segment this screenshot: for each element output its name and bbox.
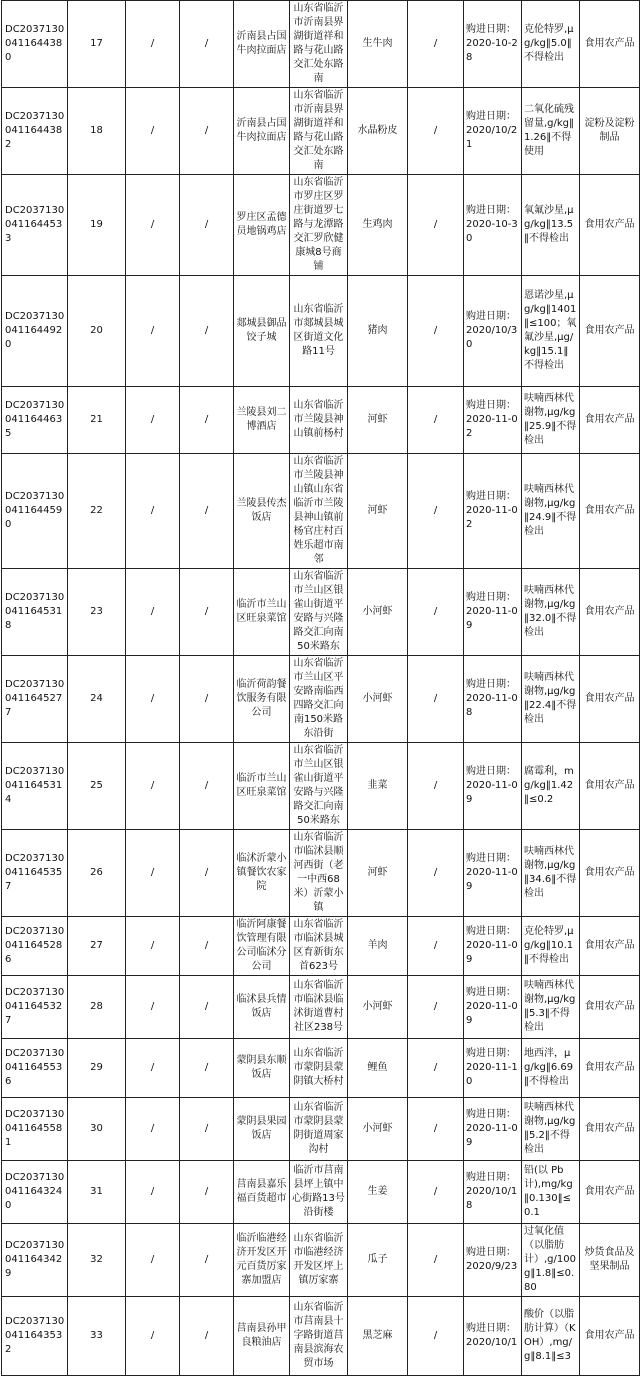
company-name: 临沭县兵情饭店	[234, 976, 290, 1039]
food-category: 炒货食品及坚果制品	[580, 1224, 640, 1297]
results-table	[1, 0, 640, 1376]
row-number: 17	[68, 1, 126, 88]
purchase-date: 购进日期：2020-11-02	[464, 387, 522, 454]
purchase-date: 购进日期：2020-11-09	[464, 976, 522, 1039]
address: 山东省临沂市沂南县界湖街道祥和路与花山路交汇处东路南	[290, 88, 348, 175]
blank-cell: /	[408, 175, 464, 276]
blank-cell: /	[408, 743, 464, 830]
address: 山东省临沂市沂南县界湖街道祥和路与花山路交汇处东路南	[290, 1, 348, 88]
blank-cell: /	[180, 569, 234, 656]
purchase-date: 购进日期：2020-11-09	[464, 1098, 522, 1161]
test-item: 过氧化值（以脂肪计）,g/100g‖1.8‖≤0.80	[522, 1224, 580, 1297]
blank-cell: /	[408, 454, 464, 569]
code-cell: DC20371300411644920	[2, 276, 68, 387]
blank-cell: /	[408, 1098, 464, 1161]
test-item: 呋喃西林代谢物,μg/kg‖5.3‖不得检出	[522, 976, 580, 1039]
blank-cell: /	[180, 175, 234, 276]
test-item: 恩诺沙星,μg/kg‖1401‖≤100；氧氟沙星,μg/kg‖15.1‖不得检出	[522, 276, 580, 387]
test-item: 地西泮，μg/kg‖6.69‖不得检出	[522, 1039, 580, 1098]
purchase-date: 购进日期：2020/10/21	[464, 88, 522, 175]
blank-cell: /	[126, 830, 180, 917]
address: 山东省临沂市兰陵县神山镇山东省临沂市兰陵县神山镇前杨官庄村百姓乐超市南邻	[290, 454, 348, 569]
address: 山东省临沂市临沭县顺河西街（老一中西68米）沂蒙小镇	[290, 830, 348, 917]
product-name: 黑芝麻	[348, 1297, 408, 1376]
food-category: 食用农产品	[580, 656, 640, 743]
blank-cell: /	[126, 175, 180, 276]
row-number: 25	[68, 743, 126, 830]
table-row	[2, 387, 640, 454]
blank-cell: /	[126, 743, 180, 830]
code-cell: DC20371300411645286	[2, 917, 68, 976]
test-item: 二氧化硫残留量,g/kg‖1.26‖不得使用	[522, 88, 580, 175]
blank-cell: /	[126, 1098, 180, 1161]
table-row	[2, 830, 640, 917]
company-name: 临沂市兰山区旺泉菜馆	[234, 743, 290, 830]
purchase-date: 购进日期：2020-11-08	[464, 656, 522, 743]
blank-cell: /	[126, 454, 180, 569]
product-name: 河虾	[348, 387, 408, 454]
blank-cell: /	[180, 1, 234, 88]
code-cell: DC20371300411643240	[2, 1161, 68, 1224]
purchase-date: 购进日期：2020/10/30	[464, 276, 522, 387]
blank-cell: /	[408, 656, 464, 743]
address: 临沂市莒南县坪上镇中心街路13号沿街楼	[290, 1161, 348, 1224]
blank-cell: /	[180, 1224, 234, 1297]
product-name: 河虾	[348, 454, 408, 569]
company-name: 莒南县嘉乐福百货超市	[234, 1161, 290, 1224]
blank-cell: /	[180, 917, 234, 976]
address: 山东省临沂市蒙阴县蒙阴街道周家沟村	[290, 1098, 348, 1161]
product-name: 瓜子	[348, 1224, 408, 1297]
blank-cell: /	[180, 88, 234, 175]
purchase-date: 购进日期：2020-11-02	[464, 454, 522, 569]
address: 山东省临沂市临沭县城区育新街东首623号	[290, 917, 348, 976]
product-name: 生鸡肉	[348, 175, 408, 276]
food-category: 食用农产品	[580, 175, 640, 276]
purchase-date: 购进日期：2020/10/1	[464, 1297, 522, 1376]
company-name: 莒南县孙甲良粮油店	[234, 1297, 290, 1376]
row-number: 24	[68, 656, 126, 743]
blank-cell: /	[180, 1098, 234, 1161]
code-cell: DC20371300411645357	[2, 830, 68, 917]
row-number: 22	[68, 454, 126, 569]
purchase-date: 购进日期：2020-10-28	[464, 1, 522, 88]
blank-cell: /	[408, 276, 464, 387]
code-cell: DC20371300411644590	[2, 454, 68, 569]
company-name: 临沂市兰山区旺泉菜馆	[234, 569, 290, 656]
address: 山东省临沂市蒙阴县蒙阴镇大桥村	[290, 1039, 348, 1098]
test-item: 氧氟沙星,μg/kg‖13.5‖不得检出	[522, 175, 580, 276]
table-row	[2, 976, 640, 1039]
purchase-date: 购进日期：2020/9/23	[464, 1224, 522, 1297]
product-name: 水晶粉皮	[348, 88, 408, 175]
food-category: 淀粉及淀粉制品	[580, 88, 640, 175]
table-row	[2, 454, 640, 569]
product-name: 小河虾	[348, 1098, 408, 1161]
company-name: 蒙阴县东顺饭店	[234, 1039, 290, 1098]
table-row	[2, 1, 640, 88]
food-category: 食用农产品	[580, 387, 640, 454]
blank-cell: /	[180, 454, 234, 569]
table-row	[2, 276, 640, 387]
blank-cell: /	[180, 276, 234, 387]
food-category: 食用农产品	[580, 976, 640, 1039]
code-cell: DC20371300411645536	[2, 1039, 68, 1098]
product-name: 猪肉	[348, 276, 408, 387]
row-number: 21	[68, 387, 126, 454]
company-name: 临沂阿康餐饮管理有限公司临沭分公司	[234, 917, 290, 976]
blank-cell: /	[180, 976, 234, 1039]
purchase-date: 购进日期：2020-10-30	[464, 175, 522, 276]
table-row	[2, 917, 640, 976]
test-item: 酸价（以脂肪计算）（KOH）,mg/g‖8.1‖≤3	[522, 1297, 580, 1376]
address: 山东省临沂市莒南县十字路街道莒南县滨海农贸市场	[290, 1297, 348, 1376]
company-name: 沂南县占国牛肉拉面店	[234, 88, 290, 175]
row-number: 19	[68, 175, 126, 276]
test-item: 呋喃西林代谢物,μg/kg‖5.2‖不得检出	[522, 1098, 580, 1161]
food-category: 食用农产品	[580, 1098, 640, 1161]
company-name: 蒙阴县果园饭店	[234, 1098, 290, 1161]
table-row	[2, 88, 640, 175]
company-name: 罗庄区孟德员地锅鸡店	[234, 175, 290, 276]
code-cell: DC20371300411645581	[2, 1098, 68, 1161]
table-row	[2, 1039, 640, 1098]
blank-cell: /	[126, 1297, 180, 1376]
company-name: 临沂临港经济开发区开元百货厉家寨加盟店	[234, 1224, 290, 1297]
test-item: 铅(以 Pb 计),mg/kg‖0.130‖≤0.1	[522, 1161, 580, 1224]
food-category: 食用农产品	[580, 454, 640, 569]
food-category: 食用农产品	[580, 917, 640, 976]
purchase-date: 购进日期：2020/10/18	[464, 1161, 522, 1224]
code-cell: DC20371300411645277	[2, 656, 68, 743]
row-number: 33	[68, 1297, 126, 1376]
row-number: 18	[68, 88, 126, 175]
purchase-date: 购进日期：2020-11-10	[464, 1039, 522, 1098]
product-name: 韭菜	[348, 743, 408, 830]
row-number: 31	[68, 1161, 126, 1224]
product-name: 小河虾	[348, 569, 408, 656]
code-cell: DC20371300411643429	[2, 1224, 68, 1297]
blank-cell: /	[126, 1, 180, 88]
company-name: 兰陵县刘二博酒店	[234, 387, 290, 454]
table-row	[2, 743, 640, 830]
blank-cell: /	[408, 1039, 464, 1098]
row-number: 23	[68, 569, 126, 656]
company-name: 临沭沂蒙小镇餐饮农家院	[234, 830, 290, 917]
code-cell: DC20371300411644533	[2, 175, 68, 276]
company-name: 兰陵县传杰饭店	[234, 454, 290, 569]
blank-cell: /	[408, 569, 464, 656]
row-number: 20	[68, 276, 126, 387]
product-name: 河虾	[348, 830, 408, 917]
product-name: 生姜	[348, 1161, 408, 1224]
table-row	[2, 175, 640, 276]
table-row	[2, 1224, 640, 1297]
blank-cell: /	[126, 656, 180, 743]
food-category: 食用农产品	[580, 276, 640, 387]
row-number: 28	[68, 976, 126, 1039]
row-number: 32	[68, 1224, 126, 1297]
table-row	[2, 1098, 640, 1161]
blank-cell: /	[180, 743, 234, 830]
blank-cell: /	[126, 88, 180, 175]
blank-cell: /	[408, 917, 464, 976]
blank-cell: /	[180, 656, 234, 743]
row-number: 26	[68, 830, 126, 917]
address: 山东省临沂市临沭县临沭街道曹村社区238号	[290, 976, 348, 1039]
blank-cell: /	[408, 1297, 464, 1376]
code-cell: DC20371300411644635	[2, 387, 68, 454]
test-item: 呋喃西林代谢物,μg/kg‖22.4‖不得检出	[522, 656, 580, 743]
company-name: 沂南县占国牛肉拉面店	[234, 1, 290, 88]
address: 山东省临沂市罗庄区罗庄街道罗七路与龙潭路交汇罗欣健康城8号商铺	[290, 175, 348, 276]
row-number: 30	[68, 1098, 126, 1161]
code-cell: DC20371300411644380	[2, 1, 68, 88]
code-cell: DC20371300411645327	[2, 976, 68, 1039]
product-name: 小河虾	[348, 976, 408, 1039]
blank-cell: /	[126, 917, 180, 976]
test-item: 呋喃西林代谢物,μg/kg‖24.9‖不得检出	[522, 454, 580, 569]
blank-cell: /	[180, 387, 234, 454]
address: 山东省临沂市兰山区平安路南临西四路交汇向南150米路东沿街	[290, 656, 348, 743]
code-cell: DC20371300411645318	[2, 569, 68, 656]
address: 山东省临沂市郯城县城区街道文化路11号	[290, 276, 348, 387]
blank-cell: /	[126, 569, 180, 656]
blank-cell: /	[408, 387, 464, 454]
blank-cell: /	[408, 1161, 464, 1224]
food-category: 食用农产品	[580, 1, 640, 88]
food-category: 食用农产品	[580, 569, 640, 656]
code-cell: DC20371300411645314	[2, 743, 68, 830]
blank-cell: /	[180, 830, 234, 917]
food-category: 食用农产品	[580, 830, 640, 917]
food-category: 食用农产品	[580, 1297, 640, 1376]
test-item: 克伦特罗,μg/kg‖5.0‖不得检出	[522, 1, 580, 88]
table-row	[2, 569, 640, 656]
row-number: 27	[68, 917, 126, 976]
code-cell: DC20371300411643532	[2, 1297, 68, 1376]
address: 山东省临沂市兰山区银雀山街道平安路与兴隆路交汇向南50米路东	[290, 569, 348, 656]
table-row	[2, 1161, 640, 1224]
food-category: 食用农产品	[580, 1161, 640, 1224]
purchase-date: 购进日期：2020-11-09	[464, 917, 522, 976]
blank-cell: /	[408, 88, 464, 175]
blank-cell: /	[180, 1297, 234, 1376]
test-item: 克伦特罗,μg/kg‖10.1‖不得检出	[522, 917, 580, 976]
company-name: 临沂荷韵餐饮服务有限公司	[234, 656, 290, 743]
blank-cell: /	[126, 387, 180, 454]
code-cell: DC20371300411644382	[2, 88, 68, 175]
product-name: 小河虾	[348, 656, 408, 743]
company-name: 郯城县御品饺子城	[234, 276, 290, 387]
product-name: 生牛肉	[348, 1, 408, 88]
blank-cell: /	[126, 276, 180, 387]
product-name: 鲤鱼	[348, 1039, 408, 1098]
address: 山东省临沂市兰山区银雀山街道平安路与兴隆路交汇向南50米路东	[290, 743, 348, 830]
food-category: 食用农产品	[580, 743, 640, 830]
blank-cell: /	[126, 976, 180, 1039]
test-item: 呋喃西林代谢物,μg/kg‖34.6‖不得检出	[522, 830, 580, 917]
blank-cell: /	[180, 1161, 234, 1224]
blank-cell: /	[126, 1039, 180, 1098]
purchase-date: 购进日期：2020-11-09	[464, 743, 522, 830]
blank-cell: /	[408, 1, 464, 88]
purchase-date: 购进日期：2020-11-09	[464, 569, 522, 656]
address: 山东省临沂市临港经济开发区坪上镇厉家寨	[290, 1224, 348, 1297]
blank-cell: /	[126, 1224, 180, 1297]
test-item: 呋喃西林代谢物,μg/kg‖32.0‖不得检出	[522, 569, 580, 656]
blank-cell: /	[408, 830, 464, 917]
test-item: 腐霉利，mg/kg‖1.42‖≤0.2	[522, 743, 580, 830]
blank-cell: /	[180, 1039, 234, 1098]
address: 山东省临沂市兰陵县神山镇前杨村	[290, 387, 348, 454]
food-category: 食用农产品	[580, 1039, 640, 1098]
product-name: 羊肉	[348, 917, 408, 976]
table-body	[2, 1, 640, 1376]
table-row	[2, 1297, 640, 1376]
blank-cell: /	[408, 1224, 464, 1297]
purchase-date: 购进日期：2020-11-09	[464, 830, 522, 917]
test-item: 呋喃西林代谢物,μg/kg‖25.9‖不得检出	[522, 387, 580, 454]
blank-cell: /	[126, 1161, 180, 1224]
row-number: 29	[68, 1039, 126, 1098]
table-row	[2, 656, 640, 743]
blank-cell: /	[408, 976, 464, 1039]
